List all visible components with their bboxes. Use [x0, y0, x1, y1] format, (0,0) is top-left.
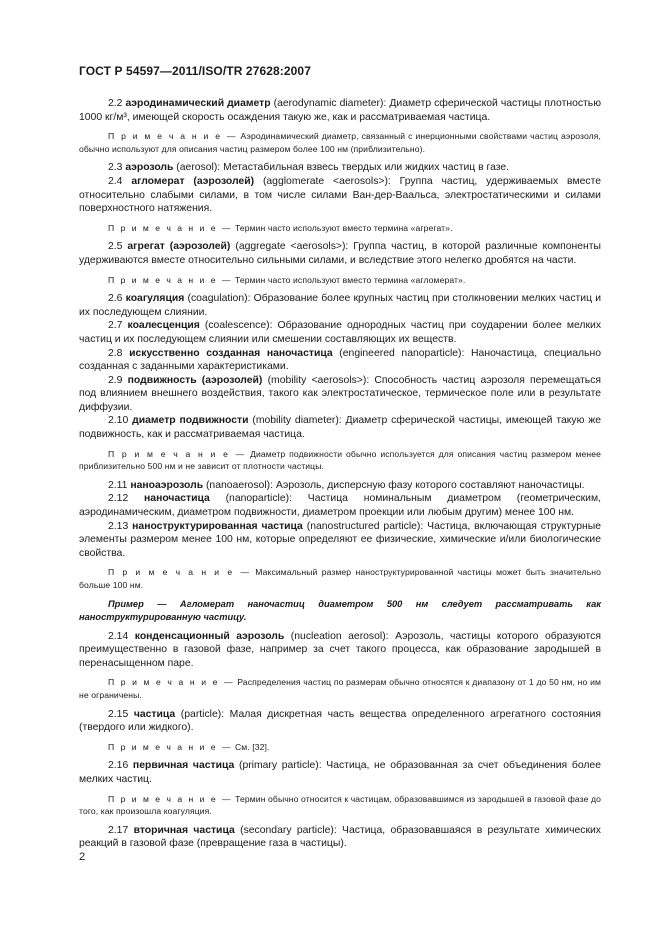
entry-text: (engineered nanoparticle): Наночастица, специально созданная с заданными характеристиками.: [79, 347, 601, 373]
note-2-10: [79, 448, 601, 473]
entry-text: (mobility <aerosols>): Способность частиц аэрозоля перемещаться под влиянием внешнего воздействия, такого как электростатическое, термическое поле или в результате диффузии.: [79, 374, 602, 413]
example-2-13: Пример — Агломерат наночастиц диаметром 500 нм следует рассматривать как наноструктурированную частицу.: [79, 598, 601, 622]
document-header: ГОСТ Р 54597—2011/ISO/TR 27628:2007: [79, 64, 311, 78]
note-label: П р и м е ч а н и е —: [108, 448, 247, 459]
note-text: Термин обычно относится к частицам, образовавшимся из зародышей в газовой фазе до того, как произошла коагуляция.: [79, 793, 601, 817]
entry-number: 2.5: [108, 241, 123, 253]
definition-2-2: [79, 97, 601, 124]
definition-2-3: [79, 161, 601, 175]
entry-text: (aerodynamic diameter): Диаметр сферической частицы плотностью 1000 кг/м³, имеющей скорость осаждения такую же, как и рассматриваемая частица.: [79, 98, 602, 123]
entry-term: вторичная частица: [133, 824, 235, 836]
entry-number: 2.9: [108, 374, 123, 386]
entry-text: (nanoparticle): Частица номинальным диаметром (геометрическим, аэродинамическим, диаметром подвижности, диаметром проекции или любым другим) менее 100 нм.: [79, 493, 602, 519]
note-2-16: [79, 793, 601, 818]
note-text: Термин часто используют вместо термина «агломерат».: [235, 274, 466, 285]
entry-term: коалесценция: [127, 320, 200, 332]
entry-text: (agglomerate <aerosols>): Группа частиц, удерживаемых вместе относительно слабыми силами, в том числе силами Ван-дер-Ваальса, электростатическими и силами поверхностного натяжения.: [79, 175, 601, 215]
definition-2-14: [79, 630, 601, 671]
entry-text: (aggregate <aerosols>): Группа частиц, в которой различные компоненты удерживаются вместе относительно сильными силами, и вследствие этого нелегко дробятся на части.: [79, 241, 602, 266]
entry-number: 2.3: [108, 162, 123, 174]
entry-number: 2.4: [108, 175, 123, 187]
entry-number: 2.12: [108, 493, 129, 505]
note-text: Аэродинамический диаметр, связанный с инерционными свойствами частиц аэрозоля, обычно используют для описания частиц размером более 100 нм (приблизительно).: [79, 131, 601, 154]
entry-number: 2.15: [108, 708, 129, 720]
note-2-5: [79, 274, 601, 287]
definition-2-8: [79, 347, 601, 374]
entry-text: (mobility diameter): Диаметр сферической частицы, имеющей такую же подвижность, как и рассматриваемая частица.: [79, 415, 601, 441]
definition-2-12: [79, 492, 601, 519]
note-text: Термин часто используют вместо термина «агрегат».: [235, 222, 453, 233]
note-label: П р и м е ч а н и е —: [108, 793, 233, 804]
entry-term: искусственно созданная наночастица: [129, 347, 333, 359]
note-2-13: [79, 566, 601, 591]
entry-text: (secondary particle): Частица, образовавшаяся в результате химических реакций в газовой фазе (превращение газа в частицы).: [79, 824, 602, 850]
entry-number: 2.10: [108, 415, 129, 427]
entry-text: (aerosol): Метастабильная взвесь твердых или жидких частиц в газе.: [176, 162, 510, 174]
definition-2-4: [79, 175, 601, 216]
entry-number: 2.7: [108, 320, 123, 332]
entry-term: диаметр подвижности: [132, 415, 249, 427]
definition-2-15: [79, 708, 601, 735]
entry-number: 2.2: [108, 98, 123, 109]
definition-2-16: [79, 759, 601, 786]
definition-2-11: [79, 479, 601, 493]
entry-text: (particle): Малая дискретная часть вещества определенного агрегатного состояния (твердого или жидкого).: [79, 708, 602, 734]
entry-term: конденсационный аэрозоль: [134, 630, 285, 642]
entry-term: коагуляция: [125, 293, 185, 305]
note-label: П р и м е ч а н и е —: [108, 567, 251, 578]
entry-number: 2.8: [108, 347, 123, 359]
note-2-2: [79, 130, 601, 155]
entry-number: 2.16: [108, 760, 129, 772]
note-label: П р и м е ч а н и е —: [108, 741, 233, 752]
entry-term: частица: [133, 708, 176, 720]
note-label: П р и м е ч а н и е —: [108, 222, 233, 233]
entry-text: (nucleation aerosol): Аэрозоль, частицы которого образуются преимущественно в газовой фазе, например за счет такого процесса, как образование зародышей в перенасыщенном паре.: [79, 630, 602, 669]
entry-term: наночастица: [144, 493, 210, 505]
entry-term: наноструктурированная частица: [132, 520, 303, 532]
note-2-14: [79, 676, 601, 701]
entry-term: аэрозоль: [125, 162, 174, 174]
entry-number: 2.14: [108, 630, 129, 642]
entry-term: первичная частица: [132, 760, 235, 772]
entry-text: (nanoaerosol): Аэрозоль, дисперсную фазу которого составляют наночастицы.: [205, 479, 585, 491]
definition-2-6: [79, 292, 601, 319]
note-text: См. [32].: [235, 741, 270, 752]
entry-term: агломерат (аэрозолей): [131, 175, 255, 187]
note-2-4: [79, 222, 601, 235]
note-label: П р и м е ч а н и е —: [108, 274, 233, 285]
note-text: Максимальный размер наноструктурированной частицы может быть значительно больше 100 нм.: [79, 567, 602, 590]
note-text: Распределения частиц по размерам обычно относятся к диапазону от 1 до 50 нм, но им не ограничены.: [79, 677, 601, 700]
entry-term: аэродинамический диаметр: [125, 98, 271, 109]
entry-term: агрегат (аэрозолей): [127, 241, 231, 253]
definition-2-17: [79, 824, 601, 851]
note-label: П р и м е ч а н и е —: [108, 677, 235, 688]
entry-number: 2.6: [108, 293, 123, 305]
entry-term: подвижность (аэрозолей): [127, 374, 263, 386]
definition-2-13: [79, 520, 601, 561]
note-text: Диаметр подвижности обычно используется для описания частиц размером менее приблизительно 500 нм и не зависит от плотности частицы.: [79, 448, 601, 472]
entry-term: наноаэрозоль: [130, 479, 204, 491]
page-number: 2: [79, 851, 86, 863]
definition-2-5: [79, 240, 601, 267]
entry-text: (primary particle): Частица, не образованная за счет объединения более мелких частиц.: [79, 760, 601, 785]
definition-2-7: [79, 319, 601, 346]
definition-2-10: [79, 414, 601, 441]
document-body: [79, 97, 601, 851]
entry-number: 2.11: [108, 479, 128, 491]
note-2-15: [79, 741, 601, 754]
entry-number: 2.17: [108, 824, 129, 836]
entry-text: (coalescence): Образование однородных частиц при соударении более мелких частиц и их последующем слиянии или смешении составляющих их веществ.: [79, 320, 602, 345]
note-label: П р и м е ч а н и е —: [108, 131, 238, 142]
entry-text: (nanostructured particle): Частица, включающая структурные элементы размером менее 100 нм, которые определяют ее физические, химические и/или биологические свойства.: [79, 520, 601, 559]
definition-2-9: [79, 374, 601, 415]
entry-number: 2.13: [108, 520, 129, 532]
entry-text: (coagulation): Образование более крупных частиц при столкновении мелких частиц и их последующем слиянии.: [79, 293, 602, 318]
